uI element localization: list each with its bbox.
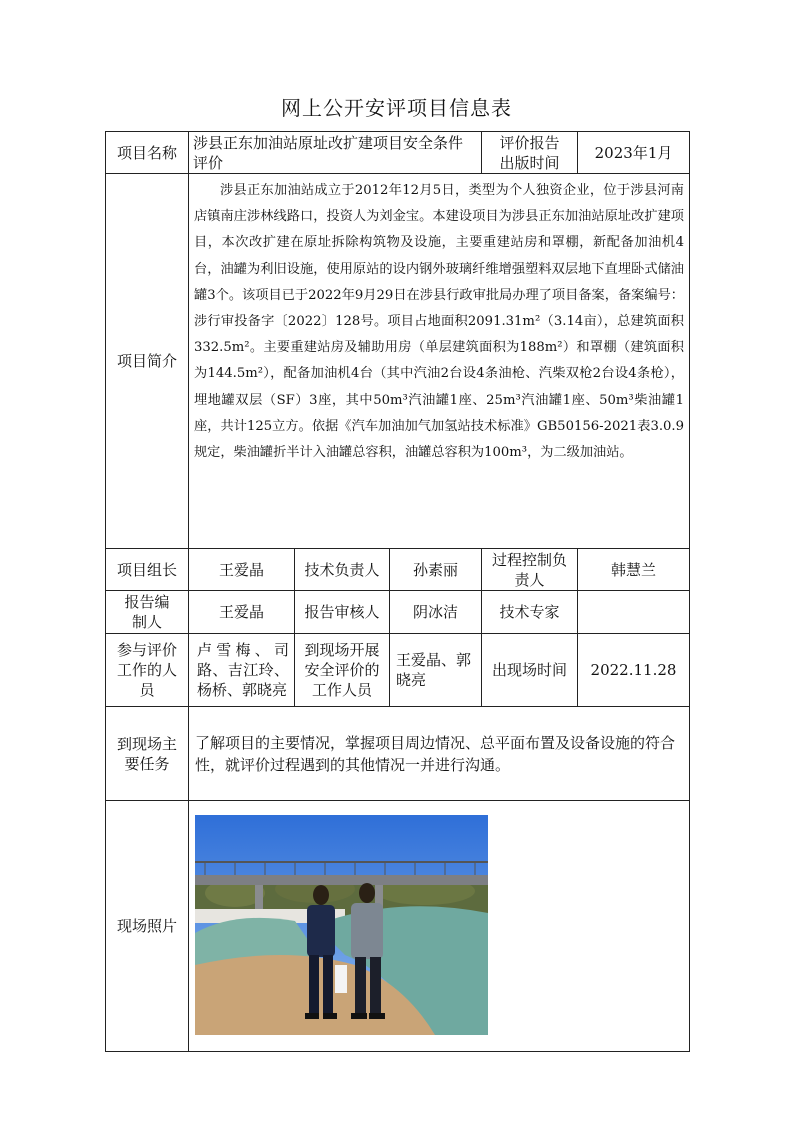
onsite-time-label: 出现场时间: [491, 661, 567, 679]
table-border: [689, 131, 690, 1052]
project-name-label: 项目名称: [116, 143, 177, 162]
leader-label: 项目组长: [116, 560, 177, 579]
intro-label: 项目简介: [116, 352, 177, 370]
table-border: [105, 800, 690, 801]
process-lead-value: 韩慧兰: [610, 560, 656, 579]
author-label: 报告编制人: [124, 593, 170, 631]
tech-lead-label: 技术负责人: [304, 560, 380, 579]
author-value: 王爱晶: [218, 603, 264, 621]
reviewer-label: 报告审核人: [304, 603, 380, 621]
page-title: 网上公开安评项目信息表: [281, 96, 512, 120]
expert-label: 技术专家: [499, 603, 560, 621]
table-border: [105, 1051, 690, 1052]
onsite-staff-label: 到现场开展安全评价的工作人员: [304, 641, 380, 699]
photo-label: 现场照片: [116, 917, 177, 935]
project-name-value: 涉县正东加油站原址改扩建项目安全条件评价: [193, 133, 464, 172]
tech-lead-value: 孙素丽: [412, 560, 458, 579]
table-border: [105, 173, 690, 174]
onsite-staff-value: 王爱晶、郭晓亮: [396, 651, 472, 689]
reviewer-value: 阴冰洁: [412, 603, 458, 621]
intro-text: 涉县正东加油站成立于2012年12月5日，类型为个人独资企业，位于涉县河南店镇南庄涉林线路口，投资人为刘金宝。本建设项目为涉县正东加油站原址改扩建项目，本次改扩建在原址拆除构筑物及设施，主要重建站房和罩棚，新配备加油机4台，油罐为利旧设施，使用原站的设内钢外玻璃纤维增强塑料双层地下直埋卧式储油罐3个。该项目已于2022年9月29日在涉县行政审批局办理了项目备案，备案编号：涉行审投备字〔2022〕128号。项目占地面积2091.31m²（3.14亩），总建筑面积332.5m²。主要重建站房及辅助用房（单层建筑面积为188m²）和罩棚（建筑面积为144.5m²），配备加油机4台（其中汽油2台设4条油枪、汽柴双枪2台设4条枪），埋地罐双层（SF）3座，其中50m³汽油罐1座、25m³汽油罐1座、50m³柴油罐1座，共计125立方。依据《汽车加油加气加氢站技术标准》GB50156-2021表3.0.9规定，柴油罐折半计入油罐总容积，油罐总容积为100m³，为二级加油站。: [194, 183, 684, 461]
participants-label: 参与评价工作的人员: [116, 641, 177, 699]
tasks-label: 到现场主要任务: [116, 734, 177, 773]
participants-value: 卢雪梅、司路、吉江玲、杨桥、郭晓亮: [197, 641, 289, 699]
report-time-value: 2023年1月: [594, 143, 673, 162]
leader-value: 王爱晶: [218, 560, 264, 579]
expert-value: [578, 591, 689, 633]
process-lead-label: 过程控制负责人: [491, 550, 567, 589]
site-photo: [195, 815, 488, 1035]
tasks-value: 了解项目的主要情况，掌握项目周边情况、总平面布置及设备设施的符合性，就评价过程遇到的其他情况一并进行沟通。: [195, 733, 676, 774]
onsite-time-value: 2022.11.28: [590, 661, 677, 679]
site-photo-image: [195, 815, 488, 1035]
report-time-label: 评价报告出版时间: [499, 133, 560, 172]
